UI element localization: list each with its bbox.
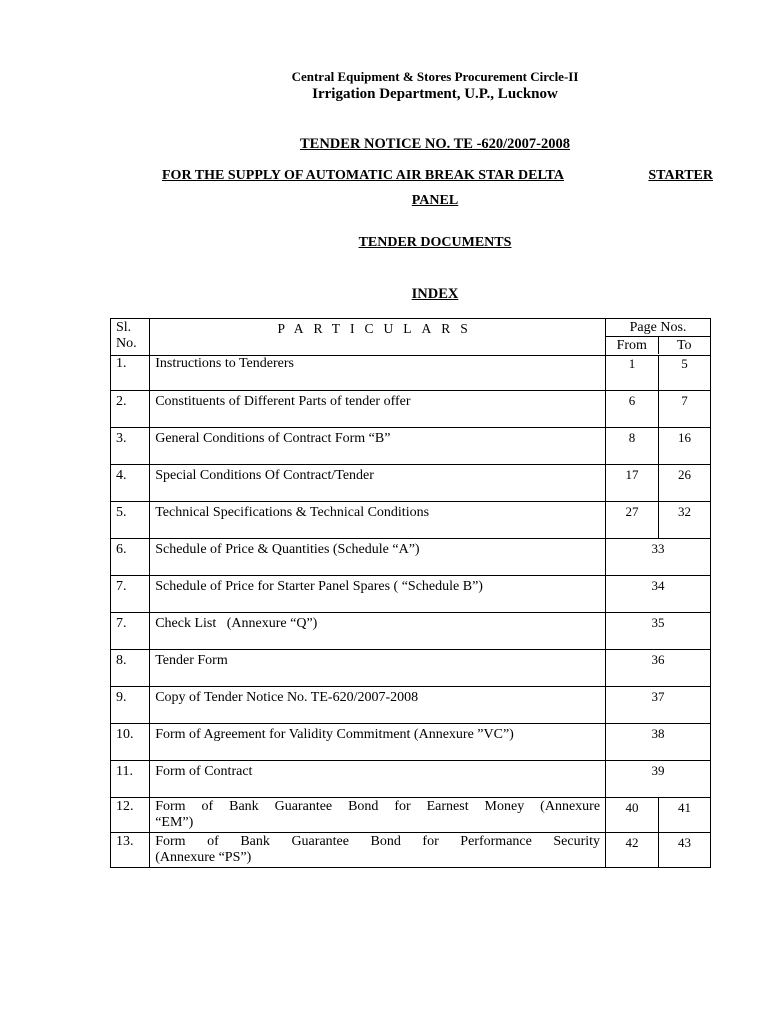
row-particular: Copy of Tender Notice No. TE-620/2007-2008: [150, 687, 606, 724]
row-particular: Technical Specifications & Technical Conditions: [150, 502, 606, 539]
header-page-nos-label: Page Nos.: [606, 319, 710, 337]
row-page-to: 41: [659, 798, 711, 833]
row-page-from: 27: [606, 502, 659, 539]
row-page: 36: [606, 650, 711, 687]
table-row: [111, 833, 711, 868]
row-page-to: 7: [659, 391, 711, 428]
row-sl: 11.: [111, 761, 150, 798]
table-row: [111, 724, 711, 761]
row-sl: 8.: [111, 650, 150, 687]
row-sl: 7.: [111, 576, 150, 613]
header-to: To: [676, 338, 692, 353]
row-particular: Check List (Annexure “Q”): [150, 613, 606, 650]
row-page: 35: [606, 613, 711, 650]
row-page-to: 5: [659, 356, 711, 391]
row-particular: Schedule of Price for Starter Panel Spares ( “Schedule B”): [150, 576, 606, 613]
row-particular: Tender Form: [150, 650, 606, 687]
index-table: [110, 318, 711, 868]
row-sl: 5.: [111, 502, 150, 539]
row-sl: 9.: [111, 687, 150, 724]
row-sl: 12.: [111, 798, 150, 833]
row-page: 39: [606, 761, 711, 798]
table-row: [111, 650, 711, 687]
row-particular: Special Conditions Of Contract/Tender: [150, 465, 606, 502]
header-sl-line1: Sl.: [116, 320, 132, 335]
header-sl-line2: No.: [116, 336, 137, 351]
row-particular-line2: (Annexure “PS”): [155, 850, 252, 865]
row-particular-line1: Form of Bank Guarantee Bond for Performance Security: [155, 834, 601, 849]
table-row: [111, 391, 711, 428]
table-header-row: [111, 319, 711, 356]
index-title: INDEX: [411, 286, 459, 302]
row-sl: 7.: [111, 613, 150, 650]
table-row: [111, 576, 711, 613]
row-page-from: 8: [606, 428, 659, 465]
row-page-from: 1: [606, 356, 659, 391]
table-row: [111, 428, 711, 465]
row-page: 33: [606, 539, 711, 576]
row-page-to: 32: [659, 502, 711, 539]
tender-notice-number: TENDER NOTICE NO. TE -620/2007-2008: [299, 136, 571, 152]
row-sl: 13.: [111, 833, 150, 868]
table-row: [111, 502, 711, 539]
header-sl-no: [111, 319, 150, 356]
row-page-from: 17: [606, 465, 659, 502]
table-row: [111, 761, 711, 798]
supply-title-part-b: STARTER: [648, 168, 713, 183]
row-particular: [150, 833, 606, 868]
header-particulars: PARTICULARS: [150, 319, 606, 356]
row-sl: 3.: [111, 428, 150, 465]
row-particular: Schedule of Price & Quantities (Schedule “A”): [150, 539, 606, 576]
header-page-nos: [606, 319, 711, 356]
row-page-to: 26: [659, 465, 711, 502]
row-sl: 10.: [111, 724, 150, 761]
supply-title-part-a: FOR THE SUPPLY OF AUTOMATIC AIR BREAK STAR DELTA: [162, 168, 564, 183]
table-row: [111, 613, 711, 650]
table-row: [111, 465, 711, 502]
table-row: [111, 798, 711, 833]
row-particular: Constituents of Different Parts of tender offer: [150, 391, 606, 428]
row-particular-line1: Form of Bank Guarantee Bond for Earnest Money (Annexure: [155, 799, 601, 814]
documents-title: TENDER DOCUMENTS: [358, 235, 512, 250]
supply-title-line1: [162, 168, 713, 184]
row-particular-line2: “EM”): [155, 815, 194, 830]
table-row: [111, 539, 711, 576]
row-page: 34: [606, 576, 711, 613]
row-sl: 1.: [111, 356, 150, 391]
row-page-from: 6: [606, 391, 659, 428]
row-page-to: 16: [659, 428, 711, 465]
department-name: Irrigation Department, U.P., Lucknow: [312, 86, 558, 102]
row-page-from: 40: [606, 798, 659, 833]
row-particular: [150, 798, 606, 833]
row-page-from: 42: [606, 833, 659, 868]
organization-name: Central Equipment & Stores Procurement Circle-II: [291, 69, 579, 84]
row-particular: Form of Contract: [150, 761, 606, 798]
row-particular: Form of Agreement for Validity Commitment (Annexure ”VC”): [150, 724, 606, 761]
table-row: [111, 687, 711, 724]
row-particular: General Conditions of Contract Form “B”: [150, 428, 606, 465]
header-from: From: [606, 337, 658, 354]
row-sl: 2.: [111, 391, 150, 428]
row-page: 37: [606, 687, 711, 724]
row-sl: 6.: [111, 539, 150, 576]
row-particular: Instructions to Tenderers: [150, 356, 606, 391]
table-row: [111, 356, 711, 391]
row-page-to: 43: [659, 833, 711, 868]
supply-title-line2: PANEL: [411, 193, 459, 208]
row-page: 38: [606, 724, 711, 761]
row-sl: 4.: [111, 465, 150, 502]
